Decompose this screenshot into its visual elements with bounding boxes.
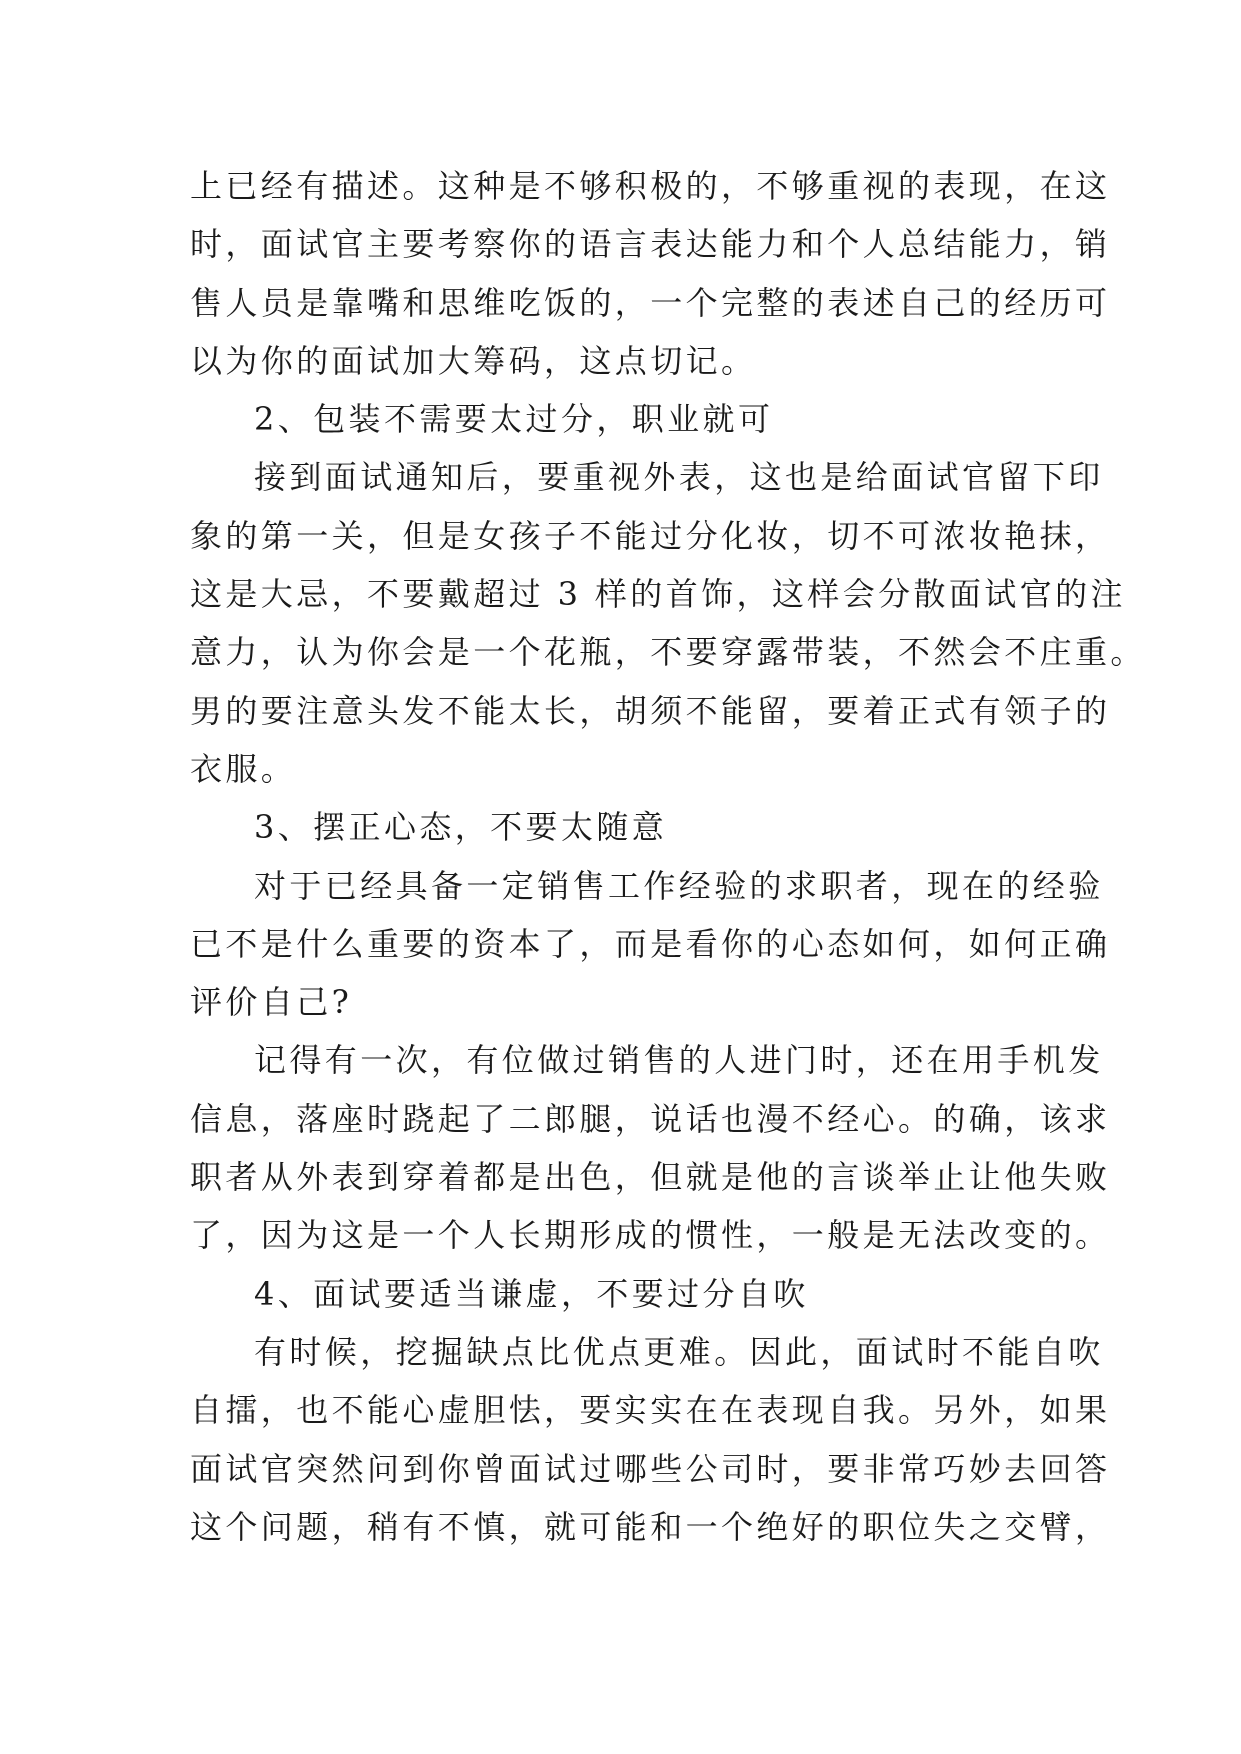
text-line: 象的第一关，但是女孩子不能过分化妆，切不可浓妆艳抹， [190,516,1111,555]
text-line: 这是大忌，不要戴超过 3 样的首饰，这样会分散面试官的注 [190,575,1126,614]
section-heading [190,390,1070,448]
paragraph [190,1031,1111,1264]
text-line: 自擂，也不能心虚胆怯，要实实在在表现自我。另外，如果 [190,1391,1111,1430]
text-line: 衣服。 [190,749,297,788]
text-line: 上已经有描述。这种是不够积极的，不够重视的表现，在这 [190,167,1111,205]
text-line: 了，因为这是一个人长期形成的惯性，一般是无法改变的。 [190,1216,1111,1255]
heading-text: 4、面试要适当谦虚，不要过分自吹 [254,1274,809,1313]
text-line: 男的要注意头发不能太长，胡须不能留，要着正式有领子的 [190,691,1111,730]
text-line: 已不是什么重要的资本了，而是看你的心态如何，如何正确 [190,924,1111,963]
paragraph [190,857,1111,1032]
section-heading [190,798,1070,856]
heading-text: 2、包装不需要太过分，职业就可 [254,400,774,439]
body-text [190,157,1146,1556]
text-line: 售人员是靠嘴和思维吃饭的，一个完整的表述自己的经历可 [190,283,1111,322]
paragraph [190,1323,1111,1556]
text-line: 时，面试官主要考察你的语言表达能力和个人总结能力，销 [190,225,1111,264]
text-line: 评价自己? [190,983,353,1022]
text-line: 有时候，挖掘缺点比优点更难。因此，面试时不能自吹 [254,1332,1104,1371]
text-line: 这个问题，稍有不慎，就可能和一个绝好的职位失之交臂， [190,1507,1111,1546]
heading-text: 3、摆正心态，不要太随意 [254,808,668,847]
text-line: 以为你的面试加大筹码，这点切记。 [190,341,757,380]
paragraph [190,157,1111,390]
text-line: 职者从外表到穿着都是出色，但就是他的言谈举止让他失败 [190,1158,1111,1197]
text-line: 信息，落座时跷起了二郎腿，说话也漫不经心。的确，该求 [190,1099,1111,1138]
section-heading [190,1265,1070,1323]
text-line: 意力，认为你会是一个花瓶，不要穿露带装，不然会不庄重。 [190,633,1146,672]
paragraph [190,448,1146,798]
text-line: 记得有一次，有位做过销售的人进门时，还在用手机发 [254,1041,1104,1080]
text-line: 接到面试通知后，要重视外表，这也是给面试官留下印 [254,458,1104,497]
text-line: 对于已经具备一定销售工作经验的求职者，现在的经验 [254,866,1104,905]
text-line: 面试官突然问到你曾面试过哪些公司时，要非常巧妙去回答 [190,1449,1111,1488]
